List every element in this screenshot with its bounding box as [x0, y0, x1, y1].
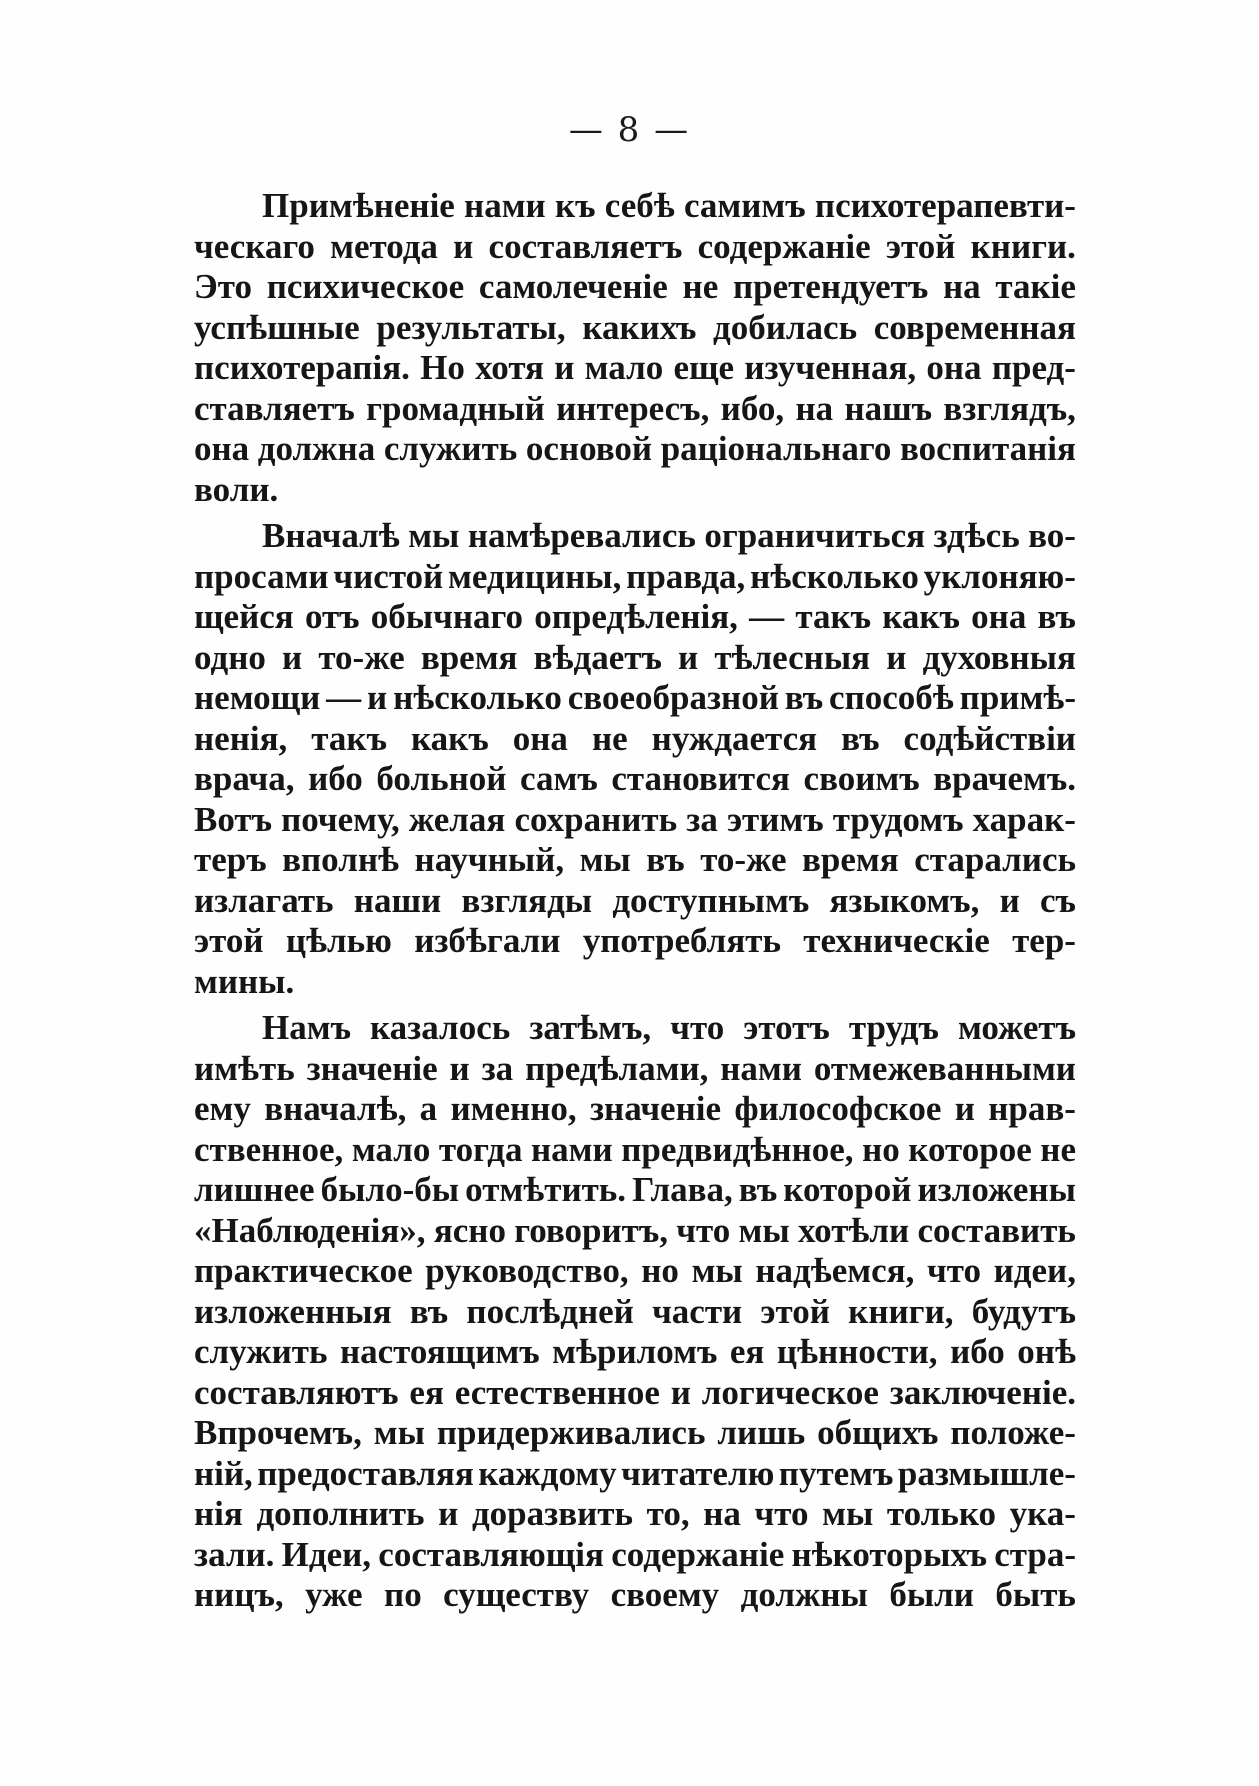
text-line: Примѣненіе нами къ себѣ самимъ психотерапевти-: [262, 186, 1076, 225]
text-line: теръ вполнѣ научный, мы въ то-же время старались: [194, 840, 1076, 879]
text-line: ненія, такъ какъ она не нуждается въ содѣйствіи: [194, 718, 1076, 758]
text-line: ему вначалѣ, а именно, значеніе философское и нрав-: [194, 1089, 1076, 1128]
text-line: излагать наши взгляды доступнымъ языкомъ, и съ: [194, 880, 1076, 920]
paragraph: [194, 516, 1076, 1002]
text-line: лишнее было-бы отмѣтить. Глава, въ которой изложены: [194, 1170, 1076, 1209]
text-line: немощи — и нѣсколько своеобразной въ способѣ примѣ-: [194, 678, 1076, 717]
text-line: служить настоящимъ мѣриломъ ея цѣнности, ибо онѣ: [194, 1332, 1076, 1371]
text-line: щейся отъ обычнаго опредѣленія, — такъ какъ она въ: [194, 597, 1076, 636]
text-line: этой цѣлью избѣгали употреблять техническіе тер-: [194, 921, 1076, 960]
page-number: — 8 —: [568, 110, 691, 150]
text-line: практическое руководство, но мы надѣемся, что идеи,: [194, 1251, 1076, 1290]
text-line: мины.: [194, 961, 295, 1001]
text-line: психотерапія. Но хотя и мало еще изученная, она пред-: [194, 348, 1076, 387]
text-line: ницъ, уже по существу своему должны были быть: [194, 1575, 1076, 1614]
text-line: «Наблюденія», ясно говоритъ, что мы хотѣли составить: [194, 1210, 1076, 1250]
text-line: Это психическое самолеченіе не претендуетъ на такіе: [194, 267, 1076, 306]
text-line: Вначалѣ мы намѣревались ограничиться здѣсь во-: [262, 516, 1076, 555]
text-line: одно и то-же время вѣдаетъ и тѣлесныя и духовныя: [194, 637, 1076, 677]
text-line: составляютъ ея естественное и логическое заключеніе.: [194, 1372, 1076, 1412]
paragraph: [194, 186, 1076, 510]
text-line: ній, предоставляя каждому читателю путемъ размышле-: [194, 1453, 1076, 1493]
text-line: Намъ казалось затѣмъ, что этотъ трудъ можетъ: [262, 1008, 1076, 1047]
text-line: изложенныя въ послѣдней части этой книги, будутъ: [194, 1291, 1076, 1331]
text-line: ческаго метода и составляетъ содержаніе этой книги.: [194, 226, 1076, 266]
body-text: [194, 186, 1076, 1616]
text-line: Впрочемъ, мы придерживались лишь общихъ положе-: [194, 1413, 1076, 1452]
text-line: воли.: [194, 469, 279, 509]
text-line: врача, ибо больной самъ становится своимъ врачемъ.: [194, 759, 1076, 798]
text-line: просами чистой медицины, правда, нѣсколько уклоняю-: [194, 556, 1076, 596]
text-line: нія дополнить и доразвить то, на что мы только ука-: [194, 1494, 1076, 1533]
paragraph: [194, 1008, 1076, 1616]
text-line: она должна служить основой раціональнаго воспитанія: [194, 429, 1076, 468]
text-line: ставляетъ громадный интересъ, ибо, на нашъ взглядъ,: [194, 388, 1076, 428]
text-line: Вотъ почему, желая сохранить за этимъ трудомъ харак-: [194, 799, 1076, 839]
text-line: имѣть значеніе и за предѣлами, нами отмежеванными: [194, 1048, 1076, 1088]
text-line: ственное, мало тогда нами предвидѣнное, но которое не: [194, 1129, 1076, 1169]
text-line: успѣшные результаты, какихъ добилась современная: [194, 307, 1076, 347]
text-line: зали. Идеи, составляющія содержаніе нѣкоторыхъ стра-: [194, 1534, 1076, 1574]
